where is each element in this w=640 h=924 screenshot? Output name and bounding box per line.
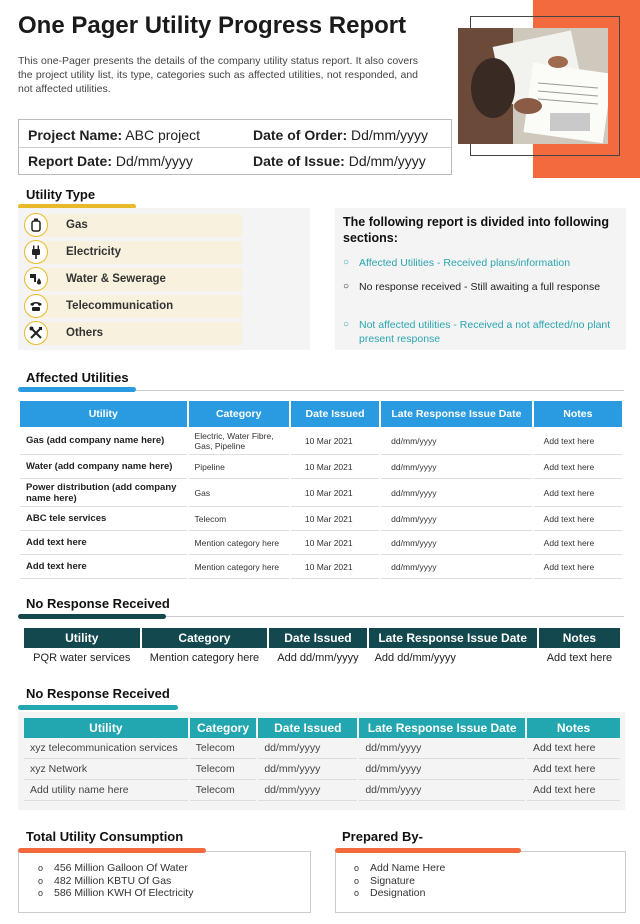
affected-divider <box>136 390 624 391</box>
col-date-issued: Date Issued <box>269 628 366 648</box>
date-of-issue <box>253 148 426 175</box>
cell-utility: Gas (add company name here) <box>20 427 187 455</box>
prepared-by-title: Prepared By- <box>342 829 423 844</box>
table-row <box>24 780 620 801</box>
cell-utility: ABC tele services <box>20 507 187 531</box>
col-late-response: Late Response Issue Date <box>369 628 537 648</box>
utility-item-gas <box>28 214 242 237</box>
prepared-by-bar <box>335 848 521 853</box>
cell-date-issued: 10 Mar 2021 <box>291 555 379 579</box>
utility-item-others <box>28 322 242 345</box>
cell-date-issued: 10 Mar 2021 <box>291 507 379 531</box>
cell-date-issued: 10 Mar 2021 <box>291 427 379 455</box>
utility-item-label: Electricity <box>66 246 121 258</box>
circle-bullet-icon: ○ <box>343 281 350 292</box>
cell-utility: Water (add company name here) <box>20 455 187 479</box>
cell-late-response: dd/mm/yyyy <box>381 555 532 579</box>
intro-text: This one-Pager presents the details of the company utility status report. It also covers the project utility list, its type, categories such as affected utilities, not responded, and not affected utilities. <box>18 55 418 95</box>
cell-category: Mention category here <box>189 531 289 555</box>
cell-date-issued: dd/mm/yyyy <box>258 759 357 780</box>
circle-bullet-icon: o <box>38 863 44 873</box>
utility-type-panel <box>18 208 310 350</box>
cell-category: Pipeline <box>189 455 289 479</box>
col-category: Category <box>189 401 289 427</box>
table-row <box>20 427 622 455</box>
no-response-bar <box>18 614 166 619</box>
section-no-response <box>343 280 623 294</box>
affected-utilities-bar <box>18 387 136 392</box>
section-item-text: No response received - Still awaiting a full response <box>359 281 601 293</box>
table-row <box>20 479 622 507</box>
cell-late-response: dd/mm/yyyy <box>381 531 532 555</box>
cell-notes: Add text here <box>527 738 620 759</box>
sections-heading: The following report is divided into following sections: <box>343 215 609 245</box>
list-item <box>350 875 610 888</box>
cell-utility: Add text here <box>20 531 187 555</box>
utility-item-label: Telecommunication <box>66 300 174 312</box>
col-category: Category <box>190 718 257 738</box>
cell-date-issued: dd/mm/yyyy <box>258 738 357 759</box>
cell-notes: Add text here <box>527 780 620 801</box>
list-item <box>350 862 610 875</box>
no-response-2-title: No Response Received <box>26 686 170 701</box>
cell-date-issued: 10 Mar 2021 <box>291 479 379 507</box>
date-of-issue-label: Date of Issue: <box>253 153 345 169</box>
section-item-text: Affected Utilities - Received plans/information <box>359 257 571 269</box>
cell-notes: Add text here <box>546 652 613 664</box>
cell-late-response: Add dd/mm/yyyy <box>374 652 456 664</box>
cell-notes: Add text here <box>534 507 622 531</box>
cell-utility: xyz Network <box>24 759 188 780</box>
list-item <box>34 887 304 900</box>
gas-cylinder-icon <box>24 213 48 237</box>
table-row <box>20 555 622 579</box>
col-notes: Notes <box>539 628 620 648</box>
circle-bullet-icon: o <box>38 888 44 898</box>
consumption-bar <box>18 848 206 853</box>
cell-utility: xyz telecommunication services <box>24 738 188 759</box>
circle-bullet-icon: o <box>354 875 360 886</box>
consumption-title: Total Utility Consumption <box>26 829 184 844</box>
cell-date-issued: dd/mm/yyyy <box>258 780 357 801</box>
list-item-text: Designation <box>370 887 426 899</box>
no-response-title: No Response Received <box>26 596 170 611</box>
cell-late-response: dd/mm/yyyy <box>359 738 525 759</box>
col-notes: Notes <box>527 718 620 738</box>
no-response-divider <box>166 616 624 617</box>
table-header-row <box>24 718 620 738</box>
report-date-label: Report Date: <box>28 153 113 169</box>
utility-item-telecom <box>28 295 242 318</box>
cell-notes: Add text here <box>534 427 622 455</box>
list-item <box>350 887 610 900</box>
cell-notes: Add text here <box>527 759 620 780</box>
list-item-text: 482 Million KBTU Of Gas <box>54 874 172 887</box>
header-photo <box>458 28 608 144</box>
no-response-2-table <box>22 718 622 801</box>
page-title: One Pager Utility Progress Report <box>18 12 407 39</box>
circle-bullet-icon: o <box>38 875 44 886</box>
consumption-list <box>34 862 304 900</box>
project-name-value: ABC project <box>122 127 200 143</box>
col-date-issued: Date Issued <box>291 401 379 427</box>
cell-category: Mention category here <box>189 555 289 579</box>
col-utility: Utility <box>20 401 187 427</box>
section-not-affected <box>343 318 623 346</box>
table-row <box>24 738 620 759</box>
cell-utility: Add utility name here <box>24 780 188 801</box>
cell-notes: Add text here <box>534 555 622 579</box>
section-item-text: Not affected utilities - Received a not affected/no plant present response <box>359 319 611 345</box>
list-item-text: Signature <box>370 874 415 887</box>
no-response-2-bar <box>18 705 178 710</box>
table-row <box>20 531 622 555</box>
cell-notes: Add text here <box>534 531 622 555</box>
table-row <box>20 507 622 531</box>
tools-icon <box>24 321 48 345</box>
cell-notes: Add text here <box>534 479 622 507</box>
list-item-text: 456 Million Galloon Of Water <box>54 862 188 874</box>
water-icon <box>24 267 48 291</box>
utility-item-electricity <box>28 241 242 264</box>
table-row <box>24 759 620 780</box>
prepared-by-list <box>350 862 610 900</box>
circle-bullet-icon: ○ <box>343 257 350 268</box>
table-row <box>20 455 622 479</box>
cell-category: Gas <box>189 479 289 507</box>
col-late-response: Late Response Issue Date <box>359 718 525 738</box>
cell-notes: Add text here <box>534 455 622 479</box>
table-header-row <box>24 628 620 648</box>
col-notes: Notes <box>534 401 622 427</box>
date-of-issue-value: Dd/mm/yyyy <box>344 153 426 169</box>
cell-late-response: dd/mm/yyyy <box>381 427 532 455</box>
circle-bullet-icon: ○ <box>343 319 350 330</box>
col-category: Category <box>142 628 268 648</box>
list-item <box>34 875 304 888</box>
cell-utility: PQR water services <box>33 652 131 664</box>
cell-late-response: dd/mm/yyyy <box>359 759 525 780</box>
col-date-issued: Date Issued <box>258 718 357 738</box>
cell-date-issued: Add dd/mm/yyyy <box>277 652 359 664</box>
plug-icon <box>24 240 48 264</box>
sections-panel <box>335 208 626 350</box>
section-affected <box>343 256 623 270</box>
date-of-order <box>253 122 428 149</box>
list-item-text: 586 Million KWH Of Electricity <box>54 887 194 899</box>
info-row-2 <box>19 148 451 175</box>
circle-bullet-icon: o <box>354 888 360 898</box>
cell-utility: Power distribution (add company name here) <box>20 479 187 507</box>
cell-category: Telecom <box>190 780 257 801</box>
cell-date-issued: 10 Mar 2021 <box>291 531 379 555</box>
report-date <box>28 148 193 175</box>
col-late-response: Late Response Issue Date <box>381 401 532 427</box>
cell-category: Electric, Water Fibre, Gas, Pipeline <box>189 427 289 455</box>
table-row <box>24 648 620 668</box>
cell-date-issued: 10 Mar 2021 <box>291 455 379 479</box>
utility-type-title: Utility Type <box>26 187 96 202</box>
cell-category: Telecom <box>190 738 257 759</box>
date-of-order-label: Date of Order: <box>253 127 348 143</box>
utility-item-label: Gas <box>66 219 88 231</box>
cell-late-response: dd/mm/yyyy <box>359 780 525 801</box>
table-header-row <box>20 401 622 427</box>
utility-item-label: Water & Sewerage <box>66 273 166 285</box>
info-row-1 <box>19 122 451 149</box>
cell-category: Telecom <box>190 759 257 780</box>
col-utility: Utility <box>24 628 140 648</box>
cell-category: Mention category here <box>149 652 260 664</box>
cell-late-response: dd/mm/yyyy <box>381 507 532 531</box>
cell-category: Telecom <box>189 507 289 531</box>
telephone-icon <box>24 294 48 318</box>
utility-item-water <box>28 268 242 291</box>
cell-late-response: dd/mm/yyyy <box>381 479 532 507</box>
report-date-value: Dd/mm/yyyy <box>112 153 193 169</box>
list-item <box>34 862 304 875</box>
cell-utility: Add text here <box>20 555 187 579</box>
col-utility: Utility <box>24 718 188 738</box>
circle-bullet-icon: o <box>354 863 360 873</box>
no-response-table <box>22 628 622 668</box>
project-name-label: Project Name: <box>28 127 123 143</box>
list-item-text: Add Name Here <box>370 862 446 874</box>
affected-utilities-title: Affected Utilities <box>26 370 129 385</box>
affected-utilities-table <box>18 401 624 579</box>
cell-late-response: dd/mm/yyyy <box>381 455 532 479</box>
utility-item-label: Others <box>66 327 104 339</box>
project-info-box <box>18 119 452 175</box>
project-name <box>28 122 200 149</box>
date-of-order-value: Dd/mm/yyyy <box>347 127 429 143</box>
